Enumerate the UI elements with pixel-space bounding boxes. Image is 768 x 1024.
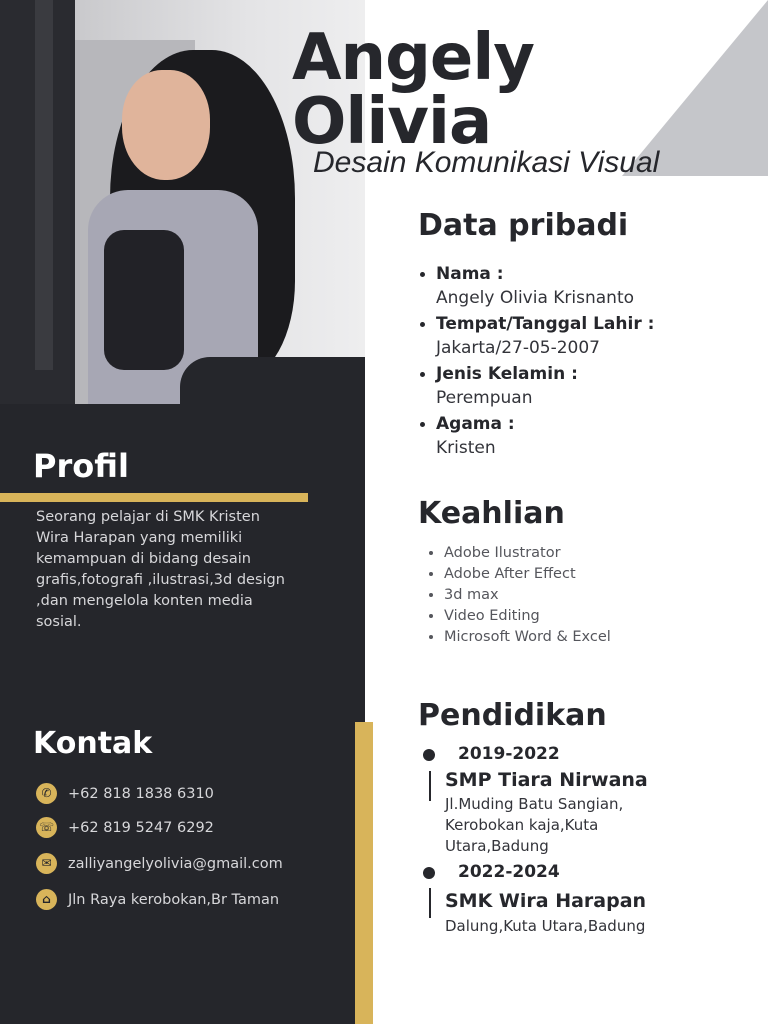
education-school: SMP Tiara Nirwana — [445, 769, 648, 791]
skill-item: Adobe Ilustrator — [427, 543, 611, 564]
skill-item: Microsoft Word & Excel — [427, 627, 611, 648]
contact-email — [36, 853, 283, 874]
timeline-line — [429, 771, 431, 801]
education-address: Jl.Muding Batu Sangian, Kerobokan kaja,Kuta Utara,Badung — [445, 795, 624, 855]
first-name: Angely — [292, 21, 534, 95]
personal-data-value: Perempuan — [436, 388, 533, 408]
skills-list — [427, 543, 611, 648]
timeline-dot — [423, 749, 435, 761]
education-years: 2022-2024 — [458, 862, 560, 882]
personal-data-value: Kristen — [436, 438, 496, 458]
job-subtitle: Desain Komunikasi Visual — [313, 146, 660, 179]
keahlian-title: Keahlian — [418, 496, 565, 531]
profil-text: Seorang pelajar di SMK Kristen Wira Harapan yang memiliki kemampuan di bidang desain grafis,fotografi ,ilustrasi,3d design ,dan mengelola konten media sosial. — [36, 509, 285, 630]
skill-item: 3d max — [427, 585, 611, 606]
personal-data-label: Tempat/Tanggal Lahir : — [436, 314, 655, 334]
left-dark-panel-tab — [180, 357, 365, 417]
home-icon: ⌂ — [36, 889, 57, 910]
contact-text: +62 818 1838 6310 — [68, 785, 214, 802]
timeline-line — [429, 888, 431, 918]
contact-address — [36, 889, 279, 910]
profil-title: Profil — [33, 447, 129, 485]
education-school: SMK Wira Harapan — [445, 890, 647, 912]
skill-item: Adobe After Effect — [427, 564, 611, 585]
person-name — [292, 21, 534, 159]
email-icon: ✉ — [36, 853, 57, 874]
whatsapp-icon: ☏ — [36, 817, 57, 838]
pendidikan-title: Pendidikan — [418, 698, 607, 733]
skill-item: Video Editing — [427, 606, 611, 627]
personal-data-value: Angely Olivia Krisnanto — [436, 288, 635, 308]
gold-accent-bar — [355, 722, 373, 1024]
personal-data-label: Nama : — [436, 264, 504, 284]
last-name: Olivia — [292, 85, 492, 159]
contact-phone — [36, 783, 214, 804]
phone-icon: ✆ — [36, 783, 57, 804]
data-pribadi-title: Data pribadi — [418, 208, 629, 243]
list-item — [418, 262, 654, 310]
contact-whatsapp — [36, 817, 214, 838]
personal-data-label: Jenis Kelamin : — [436, 364, 578, 384]
contact-text: zalliyangelyolivia@gmail.com — [68, 855, 283, 872]
list-item — [418, 362, 654, 410]
contact-text: +62 819 5247 6292 — [68, 819, 214, 836]
list-item — [418, 312, 654, 360]
personal-data-value: Jakarta/27-05-2007 — [436, 338, 600, 358]
education-years: 2019-2022 — [458, 744, 560, 764]
profil-divider — [0, 493, 308, 502]
contact-text: Jln Raya kerobokan,Br Taman — [68, 891, 280, 908]
kontak-title: Kontak — [33, 726, 153, 761]
personal-data-list — [418, 262, 654, 462]
education-address: Dalung,Kuta Utara,Badung — [445, 917, 646, 935]
list-item — [418, 412, 654, 460]
personal-data-label: Agama : — [436, 414, 515, 434]
timeline-dot — [423, 867, 435, 879]
